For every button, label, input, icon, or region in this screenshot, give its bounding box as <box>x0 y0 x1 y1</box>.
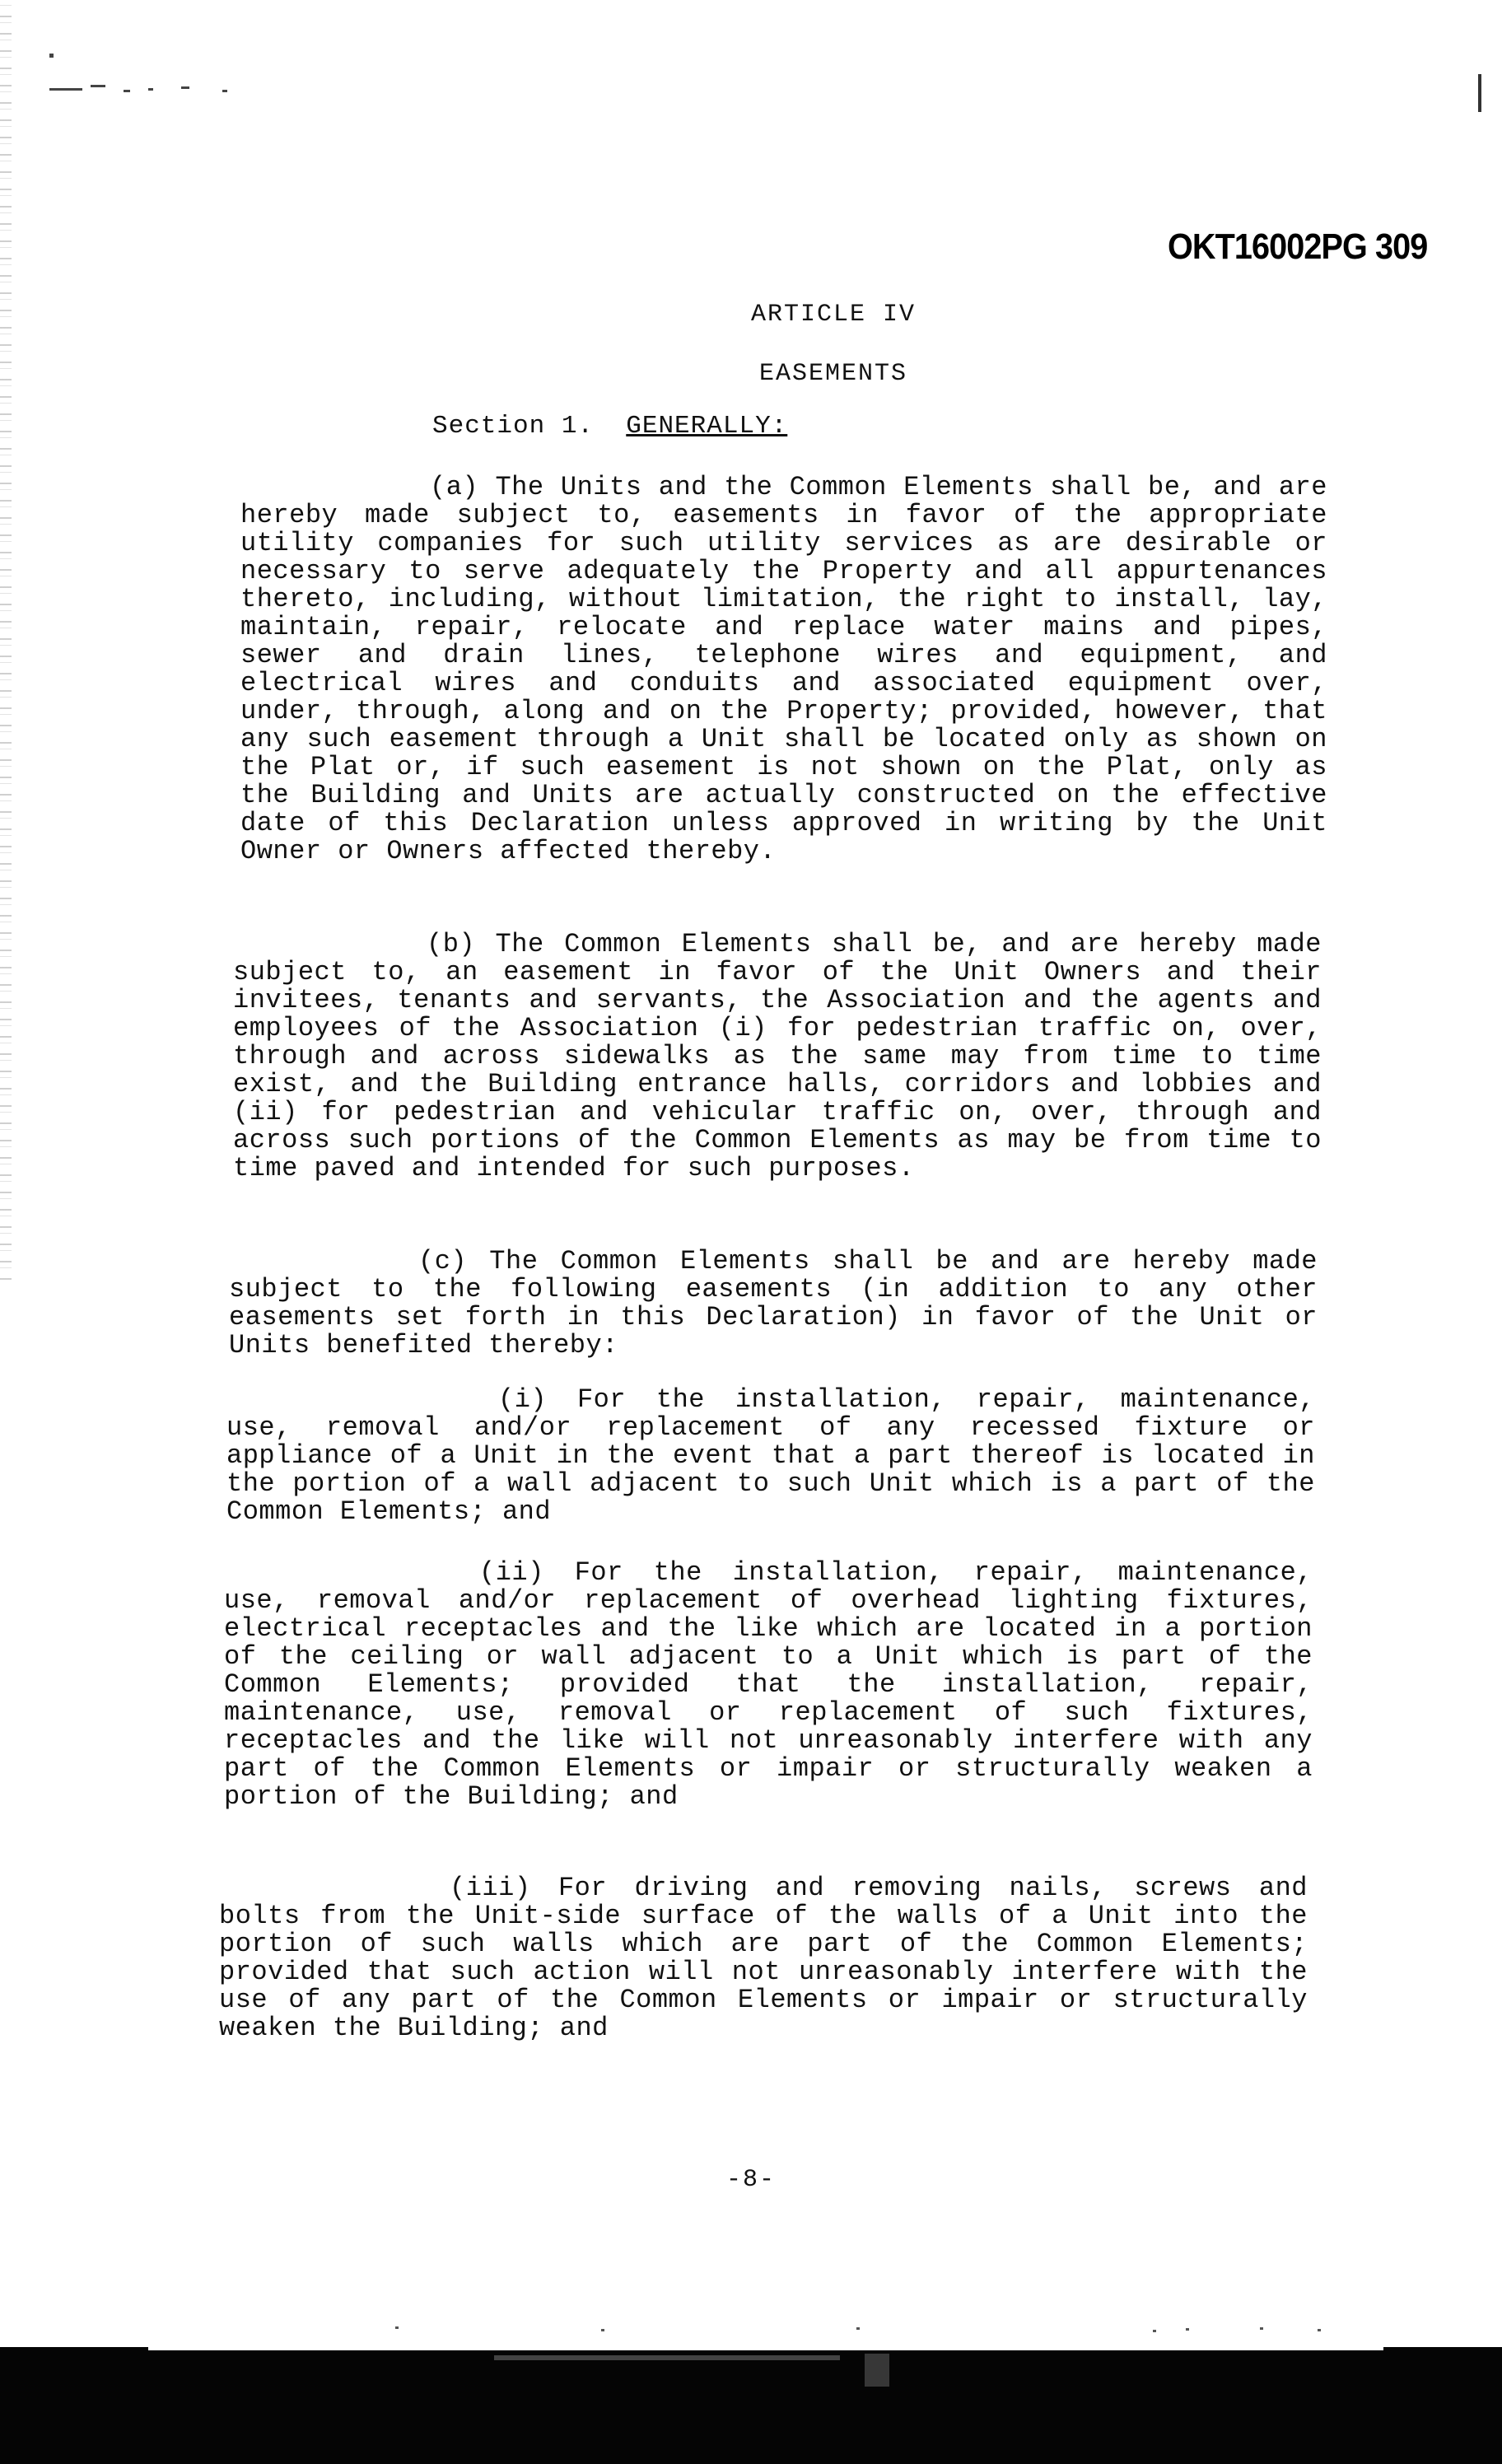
paragraph-c-i: (i) For the installation, repair, maintenance, use, removal and/or replacement of any recessed fixture or appliance of a Unit in the event that a part thereof is located in the portion of a wall adjacent to such Unit which is a part of the Common Elements; and <box>226 1384 1315 1527</box>
scan-specks-bottom <box>395 2322 1383 2339</box>
section-title: GENERALLY: <box>626 412 788 441</box>
paragraph-c-iii: (iii) For driving and removing nails, screws and bolts from the Unit-side surface of the walls of a Unit into the portion of such walls which are part of the Common Elements; provided that such action will not unreasonably interfere with the use of any part of the Common Elements or impair or structurally weaken the Building; and <box>219 1873 1308 2043</box>
paragraph-c: (c) The Common Elements shall be and are hereby made subject to the following easements (in addition to any other easements set forth in this Declaration) in favor of the Unit or Units benefited thereby: <box>229 1246 1318 1360</box>
easements-heading: EASEMENTS <box>758 360 908 388</box>
section-prefix: Section 1. <box>432 412 595 441</box>
scan-specks-top <box>49 78 264 103</box>
scan-mark-right <box>1478 74 1481 112</box>
article-heading: ARTICLE IV <box>750 301 917 329</box>
scan-dark-band <box>0 2347 1502 2464</box>
scan-edge-artifact <box>0 0 12 1285</box>
section-heading <box>432 412 787 441</box>
paragraph-c-ii: (ii) For the installation, repair, maintenance, use, removal and/or replacement of overhead lighting fixtures, electrical receptacles and the like which are located in a portion of the ceiling or wall adjacent to a Unit which is part of the Common Elements; provided that the installation, repair, maintenance, use, removal or replacement of such fixtures, receptacles and the like will not unreasonably interfere with any part of the Common Elements or impair or structurally weaken a portion of the Building; and <box>224 1557 1313 1812</box>
paragraph-b: (b) The Common Elements shall be, and are hereby made subject to, an easement in favor of the Unit Owners and their invitees, tenants and servants, the Association and the agents and employees of the Association (i) for pedestrian traffic on, over, through and across sidewalks as the same may from time to time exist, and the Building entrance halls, corridors and lobbies and (ii) for pedestrian and vehicular traffic on, over, through and across such portions of the Common Elements as may be from time to time paved and intended for such purposes. <box>233 929 1322 1183</box>
recording-stamp: OKT16002PG 309 <box>1168 226 1428 267</box>
page-number: -8- <box>725 2166 776 2194</box>
paragraph-a: (a) The Units and the Common Elements shall be, and are hereby made subject to, easements in favor of the appropriate utility companies for such utility services as are desirable or necessary to serve adequately the Property and all appurtenances thereto, including, without limitation, the right to install, lay, maintain, repair, relocate and replace water mains and pipes, sewer and drain lines, telephone wires and equipment, and electrical wires and conduits and associated equipment over, under, through, along and on the Property; provided, however, that any such easement through a Unit shall be located only as shown on the Plat or, if such easement is not shown on the Plat, only as the Building and Units are actually constructed on the effective date of this Declaration unless approved in writing by the Unit Owner or Owners affected thereby. <box>240 472 1327 866</box>
